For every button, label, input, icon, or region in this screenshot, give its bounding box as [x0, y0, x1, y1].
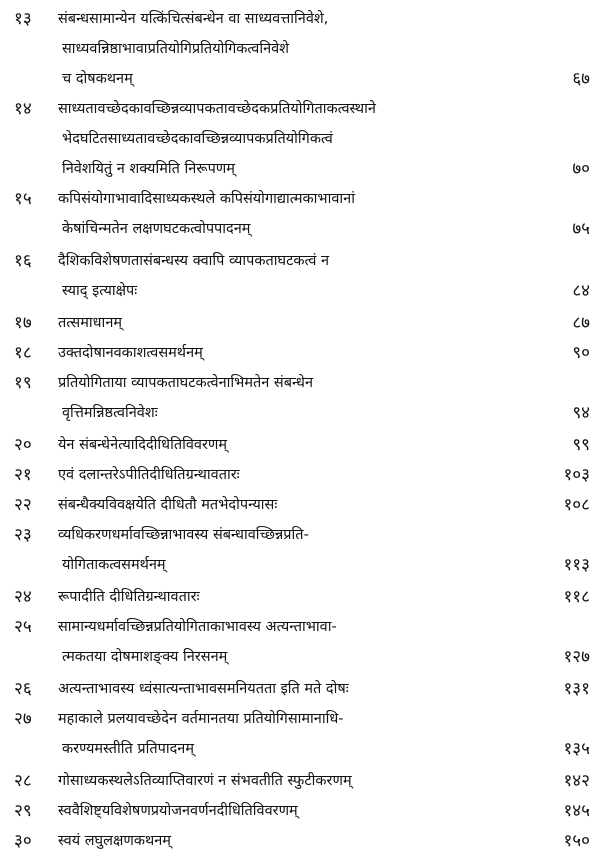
entry-title-line: च दोषकथनम् — [62, 71, 133, 87]
entry-number: २७ — [14, 709, 32, 729]
entry-title-line: स्वयं लघुलक्षणकथनम् — [58, 833, 171, 849]
entry-page-number: १४२ — [563, 771, 590, 791]
entry-number: १६ — [14, 251, 32, 271]
entry-page-number: ८४ — [572, 281, 590, 301]
entry-title-line: अत्यन्ताभावस्य ध्वंसात्यन्ताभावसमनियतता इति मते दोषः — [58, 681, 349, 697]
entry-title-line: एवं दलान्तरेऽपीतिदीधितिग्रन्थावतारः — [58, 467, 240, 483]
entry-title-line: कपिसंयोगाभावादिसाध्यकस्थले कपिसंयोगाद्यात्मकाभावानां — [58, 191, 355, 207]
entry-page-number: ९० — [572, 343, 590, 363]
entry-title-line: स्याद् इत्याक्षेपः — [62, 283, 138, 299]
entry-title-line: निवेशयितुं न शक्यमिति निरूपणम् — [62, 161, 235, 177]
entry-page-number: १२७ — [563, 647, 590, 667]
entry-page-number: ६७ — [572, 69, 590, 89]
entry-page-number: १०८ — [563, 495, 590, 515]
entry-page-number: १०३ — [563, 465, 590, 485]
entry-page-number: ११८ — [563, 587, 590, 607]
entry-title-line: संबन्धसामान्येन यत्किंचित्संबन्धेन वा साध्यवत्तानिवेशे, — [58, 11, 329, 27]
entry-number: २१ — [14, 465, 32, 485]
entry-number: १९ — [14, 373, 32, 393]
entry-page-number: ७० — [572, 159, 590, 179]
entry-page-number: ९९ — [572, 435, 590, 455]
entry-page-number: १३१ — [563, 679, 590, 699]
entry-title-line: योगिताकत्वसमर्थनम् — [62, 557, 166, 573]
entry-number: १८ — [14, 343, 32, 363]
entry-title-line: स्ववैशिष्ट्यविशेषणप्रयोजनवर्णनदीधितिविवरणम् — [58, 803, 298, 819]
entry-page-number: ११३ — [563, 555, 590, 575]
entry-title-line: साध्यवन्निष्ठाभावाप्रतियोगिप्रतियोगिकत्वनिवेशे — [62, 41, 290, 57]
entry-title-line: गोसाध्यकस्थलेऽतिव्याप्तिवारणं न संभवतीति स्फुटीकरणम् — [58, 773, 352, 789]
entry-title-line: प्रतियोगिताया व्यापकताघटकत्वेनाभिमतेन संबन्धेन — [58, 375, 313, 391]
entry-title-line: संबन्धैक्यविवक्षयेति दीधितौ मतभेदोपन्यासः — [58, 497, 278, 513]
entry-title-line: तत्समाधानम् — [58, 315, 123, 331]
entry-title-line: व्यधिकरणधर्मावच्छिन्नाभावस्य संबन्धावच्छिन्नप्रति- — [58, 527, 309, 543]
entry-number: २४ — [14, 587, 32, 607]
entry-number: १३ — [14, 9, 32, 29]
entry-number: २९ — [14, 801, 32, 821]
entry-page-number: ८७ — [572, 313, 590, 333]
entry-title-line: येन संबन्धेनेत्यादिदीधितिविवरणम् — [58, 437, 228, 453]
entry-title-line: भेदघटितसाध्यतावच्छेदकावच्छिन्नव्यापकप्रतियोगिकत्वं — [62, 131, 333, 147]
entry-number: २५ — [14, 617, 32, 637]
entry-title-line: त्मकतया दोषमाशङ्क्य निरसनम् — [62, 649, 228, 665]
entry-number: २२ — [14, 495, 32, 515]
entry-number: २० — [14, 435, 32, 455]
entry-number: २३ — [14, 525, 32, 545]
entry-title-line: दैशिकविशेषणतासंबन्धस्य क्वापि व्यापकताघटकत्वं न — [58, 253, 330, 269]
entry-page-number: १३५ — [563, 739, 590, 759]
entry-title-line: वृत्तिमन्निष्ठत्वनिवेशः — [62, 405, 158, 421]
entry-title-line: उक्तदोषानवकाशत्वसमर्थनम् — [58, 345, 203, 361]
entry-page-number: १५० — [563, 831, 590, 851]
entry-number: १७ — [14, 313, 32, 333]
entry-title-line: रूपादीति दीधितिग्रन्थावतारः — [58, 589, 200, 605]
entry-number: १५ — [14, 189, 32, 209]
entry-number: २८ — [14, 771, 32, 791]
entry-number: १४ — [14, 99, 32, 119]
entry-page-number: ९४ — [572, 403, 590, 423]
entry-page-number: ७५ — [572, 219, 590, 239]
entry-title-line: महाकाले प्रलयावच्छेदेन वर्तमानतया प्रतियोगिसामानाधि- — [58, 711, 344, 727]
entry-title-line: साध्यतावच्छेदकावच्छिन्नव्यापकतावच्छेदकप्रतियोगिताकत्वस्थाने — [58, 101, 376, 117]
entry-title-line: केषांचिन्मतेन लक्षणघटकत्वोपपादनम् — [62, 221, 251, 237]
entry-page-number: १४५ — [563, 801, 590, 821]
entry-number: ३० — [14, 831, 32, 851]
entry-title-line: सामान्यधर्मावच्छिन्नप्रतियोगिताकाभावस्य अत्यन्ताभावा- — [58, 619, 337, 635]
entry-number: २६ — [14, 679, 32, 699]
entry-title-line: करण्यमस्तीति प्रतिपादनम् — [62, 741, 195, 757]
